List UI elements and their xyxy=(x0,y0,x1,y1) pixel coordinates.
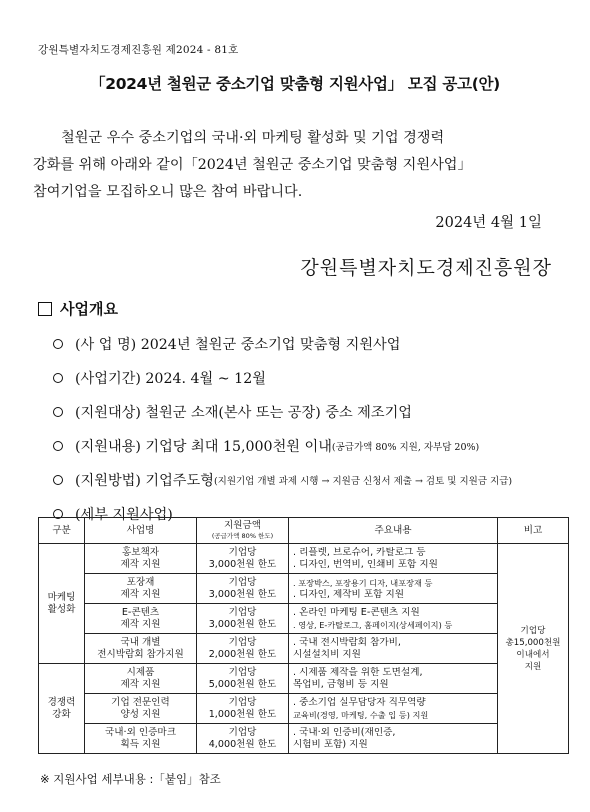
content-line: . 영상, E-카탈로그, 홈페이지(상세페이지) 등 xyxy=(293,619,453,630)
header-note: 비고 xyxy=(498,518,569,544)
project-name: 시제품 xyxy=(126,666,155,678)
project-name: 획득 지원 xyxy=(120,738,161,750)
amount-label: 기업당 xyxy=(228,666,257,678)
note-line: 총15,000천원 xyxy=(505,637,561,648)
project-cell xyxy=(85,634,197,664)
amount-cell xyxy=(197,574,289,604)
amount-label: 기업당 xyxy=(228,726,257,738)
overview-item-text: (지원방법) 기업주도형 xyxy=(75,473,214,489)
content-cell xyxy=(289,574,498,604)
project-name: 국내·외 인증마크 xyxy=(105,726,176,738)
content-line: 목업비, 금형비 등 지원 xyxy=(293,678,389,690)
project-name: 제작 지원 xyxy=(120,558,161,570)
table-row xyxy=(39,724,569,754)
content-cell xyxy=(289,694,498,724)
note-cell xyxy=(498,544,569,754)
amount-label: 기업당 xyxy=(228,696,257,708)
project-name: 제작 지원 xyxy=(120,678,161,690)
overview-item xyxy=(53,429,583,463)
overview-item-note: (지원기업 개별 과제 시행 → 지원금 신청서 제출 → 검토 및 지원금 지급) xyxy=(213,476,513,487)
circle-bullet-icon xyxy=(53,441,63,451)
overview-item xyxy=(53,361,583,395)
project-name: 제작 지원 xyxy=(120,588,161,600)
table-row xyxy=(39,574,569,604)
content-line: . 디자인, 제작비 포함 지원 xyxy=(293,588,404,600)
square-bullet-icon xyxy=(38,302,52,316)
group-label: 경쟁력 xyxy=(47,696,76,708)
project-cell xyxy=(85,664,197,694)
amount-label: 기업당 xyxy=(228,546,257,558)
content-cell xyxy=(289,634,498,664)
project-cell xyxy=(85,604,197,634)
amount-label: 기업당 xyxy=(228,606,257,618)
project-name: 제작 지원 xyxy=(120,618,161,630)
intro-line: 참여기업을 모집하오니 많은 참여 바랍니다. xyxy=(33,184,303,200)
amount-cell xyxy=(197,604,289,634)
project-name: 국내 개별 xyxy=(120,636,161,648)
content-line: 시험비 포함) 지원 xyxy=(293,738,368,750)
section-title: 사업개요 xyxy=(60,300,118,318)
intro-paragraph xyxy=(33,125,563,206)
group-label: 활성화 xyxy=(47,603,76,615)
project-name: 전시박람회 참가지원 xyxy=(97,648,184,660)
circle-bullet-icon xyxy=(53,475,63,485)
overview-item xyxy=(53,327,583,361)
project-cell xyxy=(85,724,197,754)
table-header-row xyxy=(39,518,569,544)
document-number: 강원특별자치도경제진흥원 제2024 - 81호 xyxy=(38,44,239,56)
overview-item-text: (지원대상) 철원군 소재(본사 또는 공장) 중소 제조기업 xyxy=(75,405,413,421)
content-line: . 시제품 제작을 위한 도면설계, xyxy=(293,666,423,678)
amount-value: 4,000천원 한도 xyxy=(208,738,277,750)
amount-value: 3,000천원 한도 xyxy=(208,588,277,600)
table-row xyxy=(39,604,569,634)
content-line: . 온라인 마케팅 E-콘텐츠 지원 xyxy=(293,606,420,618)
header-amount-label: 지원금액 xyxy=(223,519,262,531)
overview-item-text: (세부 지원사업) xyxy=(75,507,173,523)
page-title: 「2024년 철원군 중소기업 맞춤형 지원사업」 모집 공고(안) xyxy=(90,75,500,93)
overview-item-text: (사 업 명) 2024년 철원군 중소기업 맞춤형 지원사업 xyxy=(75,337,401,353)
overview-list xyxy=(53,327,583,531)
overview-item xyxy=(53,395,583,429)
content-line: . 국내 전시박람회 참가비, xyxy=(293,636,401,648)
content-cell xyxy=(289,664,498,694)
table-row xyxy=(39,634,569,664)
circle-bullet-icon xyxy=(53,373,63,383)
group-label: 강화 xyxy=(52,708,71,720)
header-category: 구분 xyxy=(39,518,85,544)
amount-value: 5,000천원 한도 xyxy=(208,678,277,690)
project-cell xyxy=(85,544,197,574)
header-project: 사업명 xyxy=(85,518,197,544)
circle-bullet-icon xyxy=(53,339,63,349)
overview-item-text: (사업기간) 2024. 4월 ~ 12월 xyxy=(75,371,266,387)
content-line: 시설설치비 지원 xyxy=(293,648,361,660)
project-name: 홍보책자 xyxy=(121,546,160,558)
amount-cell xyxy=(197,634,289,664)
content-line: . 디자인, 번역비, 인쇄비 포함 지원 xyxy=(293,558,438,570)
project-name: 포장재 xyxy=(126,576,155,588)
content-line: 교육비(경영, 마케팅, 수출 입 등) 지원 xyxy=(293,709,429,720)
content-line: . 포장박스, 포장용기 디자, 내포장재 등 xyxy=(293,577,433,588)
amount-cell xyxy=(197,694,289,724)
amount-value: 3,000천원 한도 xyxy=(208,618,277,630)
issuer-name: 강원특별자치도경제진흥원장 xyxy=(300,257,552,279)
group-cell xyxy=(39,544,85,664)
support-programs-table xyxy=(38,517,569,754)
table-row xyxy=(39,544,569,574)
amount-label: 기업당 xyxy=(228,576,257,588)
overview-item-note: (공급가액 80% 지원, 자부담 20%) xyxy=(331,442,480,453)
amount-value: 1,000천원 한도 xyxy=(208,708,277,720)
note-line: 지원 xyxy=(524,661,542,672)
group-label: 마케팅 xyxy=(47,591,76,603)
note-line: 기업당 xyxy=(520,625,546,636)
amount-cell xyxy=(197,664,289,694)
project-cell xyxy=(85,694,197,724)
header-content: 주요내용 xyxy=(289,518,498,544)
amount-value: 3,000천원 한도 xyxy=(208,558,277,570)
group-cell xyxy=(39,664,85,754)
overview-item-text: (지원내용) 기업당 최대 15,000천원 이내 xyxy=(75,439,332,455)
overview-item xyxy=(53,463,583,497)
announcement-date: 2024년 4월 1일 xyxy=(435,215,542,231)
project-name: 양성 지원 xyxy=(120,708,161,720)
content-line: . 국내·외 인증비(재인증, xyxy=(293,726,396,738)
content-cell xyxy=(289,544,498,574)
content-line: . 리플렛, 브로슈어, 카탈로그 등 xyxy=(293,546,426,558)
section-heading xyxy=(38,298,118,319)
circle-bullet-icon xyxy=(53,407,63,417)
table-row xyxy=(39,694,569,724)
project-name: 기업 전문인력 xyxy=(111,696,170,708)
content-line: . 중소기업 실무담당자 직무역량 xyxy=(293,696,426,708)
header-amount-sub: (공급가액 80% 한도) xyxy=(211,531,274,540)
project-cell xyxy=(85,574,197,604)
project-name: E-콘텐츠 xyxy=(121,606,160,618)
content-cell xyxy=(289,604,498,634)
footnote: ※ 지원사업 세부내용 :「붙임」참조 xyxy=(40,772,221,786)
amount-label: 기업당 xyxy=(228,636,257,648)
intro-line: 철원군 우수 중소기업의 국내·외 마케팅 활성화 및 기업 경쟁력 xyxy=(61,130,445,146)
amount-cell xyxy=(197,724,289,754)
amount-value: 2,000천원 한도 xyxy=(208,648,277,660)
amount-cell xyxy=(197,544,289,574)
note-line: 이내에서 xyxy=(516,649,550,660)
table-row xyxy=(39,664,569,694)
header-amount xyxy=(197,518,289,544)
intro-line: 강화를 위해 아래와 같이「2024년 철원군 중소기업 맞춤형 지원사업」 xyxy=(33,157,472,173)
content-cell xyxy=(289,724,498,754)
